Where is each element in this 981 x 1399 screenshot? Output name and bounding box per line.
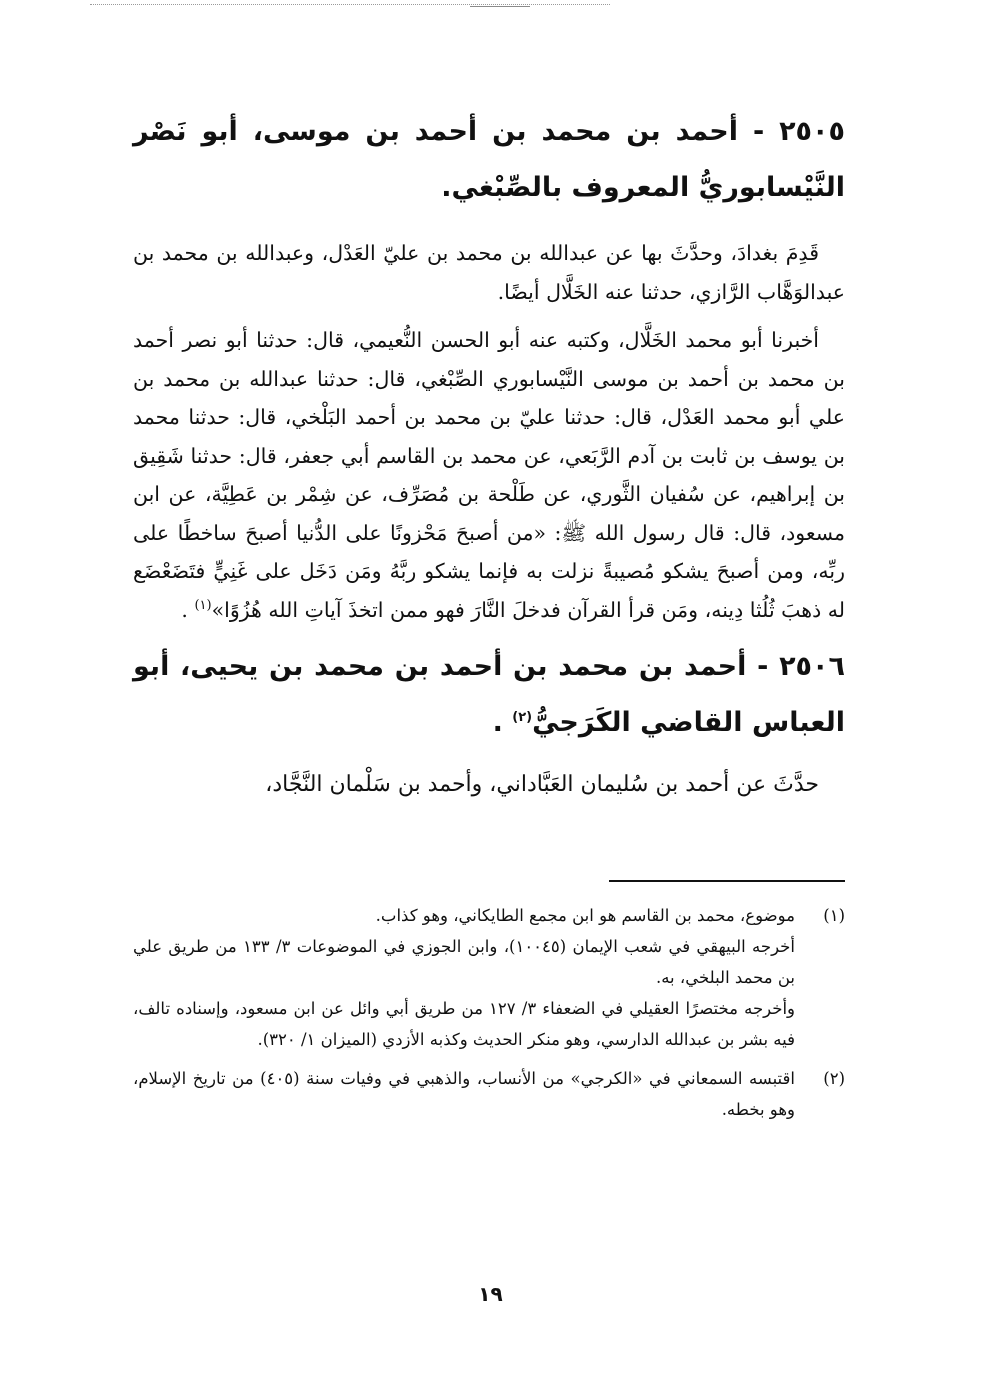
entry-2505-paragraph-2: أخبرنا أبو محمد الخَلَّال، وكتبه عنه أبو الحسن النُّعيمي، قال: حدثنا أبو نصر أحمد بن محمد بن أحمد بن موسى النَّيْسابوري الصِّبْغي، قال: حدثنا عبدالله بن محمد بن علي أبو محمد العَدْل، قال: حدثنا عليّ بن محمد بن أحمد البَلْخي، قال: حدثنا محمد بن يوسف بن ثابت بن آدم الرَّبَعي، عن محمد بن القاسم أبي جعفر، قال: حدثنا شَقِيق بن إبراهيم، عن سُفيان الثَّوري، عن طَلْحة بن مُصَرِّف، عن شِمْر بن عَطِيَّة، عن ابن مسعود، قال: قال رسول الله ﷺ: «من أصبحَ مَحْزونًا على الدُّنيا أصبحَ ساخطًا على ربِّه، ومن أصبحَ يشكو مُصيبةً نزلت به فإنما يشكو ربَّهُ ومَن دَخَل على غَنِيٍّ فتَضَعْضَع له ذهبَ ثُلُثا دِينه، ومَن قرأ القرآن فدخلَ النَّارَ فهو ممن اتخذَ آياتِ الله هُزُوًا»$^{(١)}$ .: [133, 328, 845, 622]
entry-2505-paragraph-1-text: قَدِمَ بغدادَ، وحدَّثَ بها عن عبدالله بن محمد بن عليّ العَدْل، وعبدالله بن محمد بن عبدالوَهَّاب الرَّازي، حدثنا عنه الخَلَّال أيضًا.: [133, 241, 845, 304]
footnote-2-line-1: اقتبسه السمعاني في «الكرجي» من الأنساب، والذهبي في وفيات سنة (٤٠٥) من تاريخ الإسلام، وهو بخطه.: [133, 1069, 796, 1119]
footnote-2-number: (٢): [823, 1069, 845, 1088]
page-number: ١٩: [478, 1282, 503, 1306]
footnote-ref-1: (١): [194, 597, 212, 613]
footnote-separator: [609, 880, 845, 882]
footnote-1-body: [133, 900, 795, 1055]
footnote-1-line-2: أخرجه البيهقي في شعب الإيمان (١٠٠٤٥)، وابن الجوزي في الموضوعات ٣/ ١٣٣ من طريق علي بن محمد البلخي، به.: [133, 937, 795, 987]
entry-2505-title-text: ٢٥٠٥ - أحمد بن محمد بن أحمد بن موسى، أبو نَصْر النَّيْسابوريُّ المعروف بالصِّبْغي.: [133, 116, 845, 203]
footnote-2: [133, 1063, 845, 1125]
footnote-1-line-1: موضوع، محمد بن القاسم هو ابن مجمع الطايكاني، وهو كذاب.: [375, 906, 795, 925]
entry-2506-title: ٢٥٠٦ - أحمد بن محمد بن أحمد بن محمد بن يحيى، أبو العباس القاضي الكَرَجيُّ$^{(٢)}$ .: [133, 651, 845, 738]
footnote-1-line-3: وأخرجه مختصرًا العقيلي في الضعفاء ٣/ ١٢٧ من طريق أبي وائل عن ابن مسعود، وإسناده تالف، فيه بشر بن عبدالله الدارسي، وهو منكر الحديث وكذبه الأزدي (الميزان ١/ ٣٢٠).: [133, 999, 796, 1049]
entry-2505-paragraph-1: [133, 234, 845, 311]
entry-2506-title-text: ٢٥٠٦ - أحمد بن محمد بن أحمد بن محمد بن يحيى، أبو العباس القاضي الكَرَجيُّ: [133, 651, 845, 738]
footnote-1-number: (١): [823, 906, 845, 925]
footnote-ref-2: (٢): [512, 710, 533, 725]
entry-2505-paragraph-2-text: أخبرنا أبو محمد الخَلَّال، وكتبه عنه أبو الحسن النُّعيمي، قال: حدثنا أبو نصر أحمد بن محمد بن أحمد بن موسى النَّيْسابوري الصِّبْغي، قال: حدثنا عبدالله بن محمد بن علي أبو محمد العَدْل، قال: حدثنا عليّ بن محمد بن أحمد البَلْخي، قال: حدثنا محمد بن يوسف بن ثابت بن آدم الرَّبَعي، عن محمد بن القاسم أبي جعفر، قال: حدثنا شَقِيق بن إبراهيم، عن سُفيان الثَّوري، عن طَلْحة بن مُصَرِّف، عن شِمْر بن عَطِيَّة، عن ابن مسعود، قال: قال رسول الله ﷺ: «من أصبحَ مَحْزونًا على الدُّنيا أصبحَ ساخطًا على ربِّه، ومن أصبحَ يشكو مُصيبةً نزلت به فإنما يشكو ربَّهُ ومَن دَخَل على غَنِيٍّ فتَضَعْضَع له ذهبَ ثُلُثا دِينه، ومَن قرأ القرآن فدخلَ النَّارَ فهو ممن اتخذَ آياتِ الله هُزُوًا»: [133, 328, 845, 622]
top-edge-rule-short: [470, 6, 530, 7]
entry-2505-title: [133, 104, 845, 216]
footnotes: [133, 900, 845, 1133]
main-text: [133, 104, 845, 815]
top-edge-rule: [90, 4, 610, 5]
entry-2506-paragraph: [133, 765, 845, 805]
footnote-1: [133, 900, 845, 1055]
footnote-2-body: [133, 1063, 795, 1125]
entry-2506-paragraph-text: حدَّثَ عن أحمد بن سُليمان العَبَّاداني، وأحمد بن سَلْمان النَّجَّاد،: [265, 772, 819, 797]
